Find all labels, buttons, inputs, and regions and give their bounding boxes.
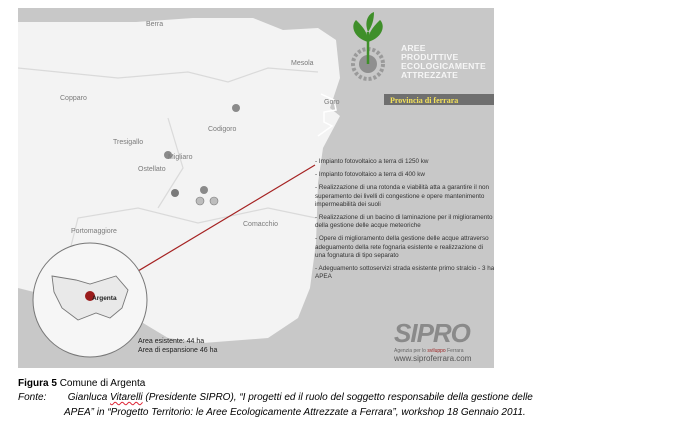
- caption-source: [18, 392, 668, 407]
- town-label: Berra: [146, 21, 164, 28]
- source-text: (Presidente SIPRO), “I progetti ed il ruolo del soggetto responsabile della gestione delle: [142, 392, 533, 403]
- village-dot: [200, 186, 208, 194]
- town-label: Portomaggiore: [71, 228, 117, 235]
- project-item: - Impianto fotovoltaico a terra di 400 kw: [315, 171, 425, 179]
- town-label: Tresigallo: [113, 139, 144, 146]
- town-label: Ostellato: [138, 166, 166, 173]
- village-dot: [232, 104, 240, 112]
- sipro-url: www.siproferrara.com: [394, 354, 472, 363]
- town-label: Goro: [324, 99, 340, 106]
- source-author: Gianluca: [67, 392, 108, 403]
- village-dot: [171, 189, 179, 197]
- logo-line: PRODUTTIVE: [401, 52, 459, 62]
- figure-caption: [18, 378, 668, 422]
- town-label: Comacchio: [243, 221, 279, 228]
- town-label: Codigoro: [208, 126, 237, 133]
- project-item: - Realizzazione di un bacino di laminazione per il miglioramento della gestione delle acque meteoriche: [315, 214, 493, 230]
- town-label: Mesola: [291, 60, 314, 67]
- caption-source-cont: APEA” in “Progetto Territorio: le Aree Ecologicamente Attrezzate a Ferrara”, workshop 18 Gennaio 2011.: [64, 407, 526, 418]
- logo-line: ATTREZZATE: [401, 70, 459, 80]
- apea-map-figure: [18, 8, 494, 368]
- area-expansion-text: Area di espansione 46 ha: [138, 347, 218, 354]
- argenta-label: Argenta: [92, 295, 117, 302]
- sipro-logo: [394, 320, 494, 363]
- project-item: - Opere di miglioramento della gestione delle acque attraverso adeguamento della rete fognaria esistente e realizzazione di una fognatura di tipo separato: [315, 235, 489, 259]
- tagline-highlight: sviluppo: [427, 348, 446, 354]
- logo-line: ECOLOGICAMENTE: [401, 61, 486, 71]
- area-existing-text: Area esistente: 44 ha: [138, 338, 205, 345]
- project-list: [315, 158, 494, 286]
- logo-title: [401, 44, 486, 80]
- town-label: Migliaro: [168, 154, 193, 161]
- project-item: - Realizzazione di una rotonda e viabilità atta a garantire il non superamento dei livelli di congestione e opere mantenimento impermeabilità dei suoli: [315, 184, 489, 208]
- apea-logo-icon: [353, 12, 383, 79]
- village-dot: [196, 197, 204, 205]
- project-item: - Impianto fotovoltaico a terra di 1250 kw: [315, 158, 429, 165]
- figure-title: Comune di Argenta: [59, 378, 146, 389]
- source-author-surname: Vitarelli: [110, 392, 143, 403]
- caption-title: [18, 378, 668, 392]
- tagline-part: Agenzia per lo: [394, 348, 428, 354]
- logo-subtitle: Provincia di ferrara: [390, 96, 459, 105]
- figure-number: Figura 5: [18, 378, 57, 389]
- tagline-part: Ferrara: [445, 348, 464, 354]
- logo-line: AREE: [401, 43, 426, 53]
- sipro-wordmark: SIPRO: [394, 318, 470, 348]
- town-label: Copparo: [60, 95, 87, 102]
- source-label: Fonte:: [18, 392, 47, 403]
- project-item: - Adeguamento sottoservizi strada esistente primo stralcio - 3 ha APEA: [315, 265, 494, 281]
- village-dot: [210, 197, 218, 205]
